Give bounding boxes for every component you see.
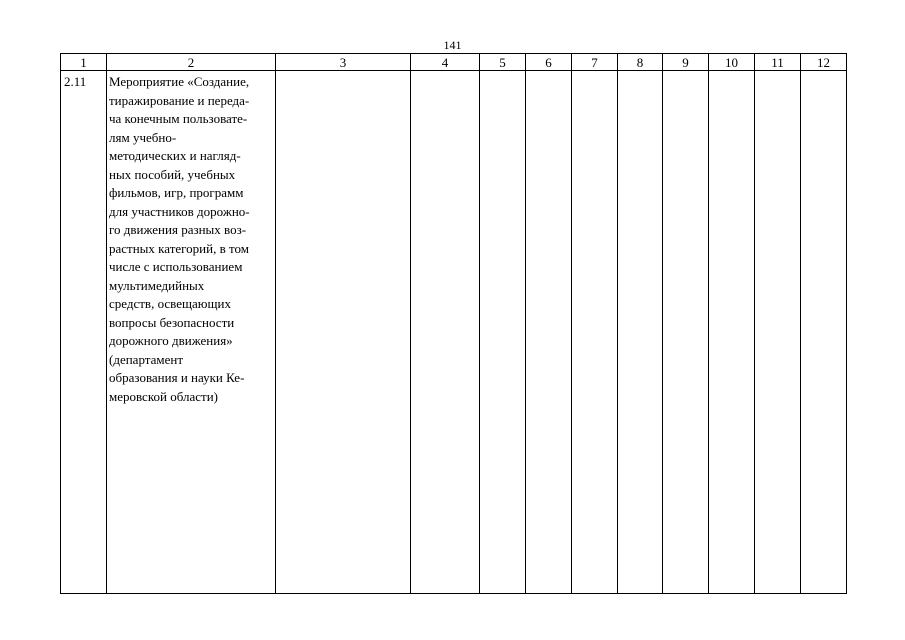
description-line: ных пособий, учебных [109, 166, 236, 182]
column-header-9: 9 [663, 54, 709, 71]
empty-cell-col-12 [801, 71, 847, 594]
empty-cell-col-6 [526, 71, 572, 594]
description-line: го движения разных воз- [109, 222, 247, 237]
empty-cell-col-3 [276, 71, 411, 594]
empty-cell-col-5 [480, 71, 526, 594]
description-line: для участников дорожно- [109, 203, 250, 219]
description-line: методических и нагляд- [109, 148, 241, 163]
description-line: растных категорий, в том [109, 240, 249, 256]
description-line: лям учебно- [109, 129, 177, 145]
empty-cell-col-4 [411, 71, 480, 594]
column-header-6: 6 [526, 54, 572, 71]
column-header-11: 11 [755, 54, 801, 71]
header-row [61, 54, 847, 71]
description-line: фильмов, игр, программ [109, 185, 244, 200]
description-line: (департамент [109, 351, 184, 367]
empty-cell-col-7 [572, 71, 618, 594]
description-line: вопросы безопасности [109, 314, 235, 330]
column-header-8: 8 [618, 54, 663, 71]
column-header-1: 1 [61, 54, 107, 71]
row-number-cell: 2.11 [61, 71, 107, 594]
description-line: тиражирование и переда- [109, 92, 250, 108]
column-header-4: 4 [411, 54, 480, 71]
column-header-2: 2 [107, 54, 276, 71]
column-header-3: 3 [276, 54, 411, 71]
column-header-12: 12 [801, 54, 847, 71]
page-number: 141 [443, 38, 462, 52]
measures-table [60, 53, 847, 594]
column-header-10: 10 [709, 54, 755, 71]
description-line: числе с использованием [109, 259, 243, 274]
description-line: Мероприятие «Создание, [109, 74, 250, 89]
table-row [61, 71, 847, 594]
column-header-5: 5 [480, 54, 526, 71]
row-description-cell [107, 71, 276, 594]
empty-cell-col-9 [663, 71, 709, 594]
column-header-7: 7 [572, 54, 618, 71]
empty-cell-col-11 [755, 71, 801, 594]
description-line: образования и науки Ке- [109, 370, 245, 385]
empty-cell-col-8 [618, 71, 663, 594]
description-line: меровской области) [109, 388, 218, 404]
description-line: средств, освещающих [109, 296, 231, 311]
description-line: ча конечным пользовате- [109, 111, 248, 126]
description-line: дорожного движения» [109, 333, 233, 348]
description-line: мультимедийных [109, 277, 205, 293]
empty-cell-col-10 [709, 71, 755, 594]
